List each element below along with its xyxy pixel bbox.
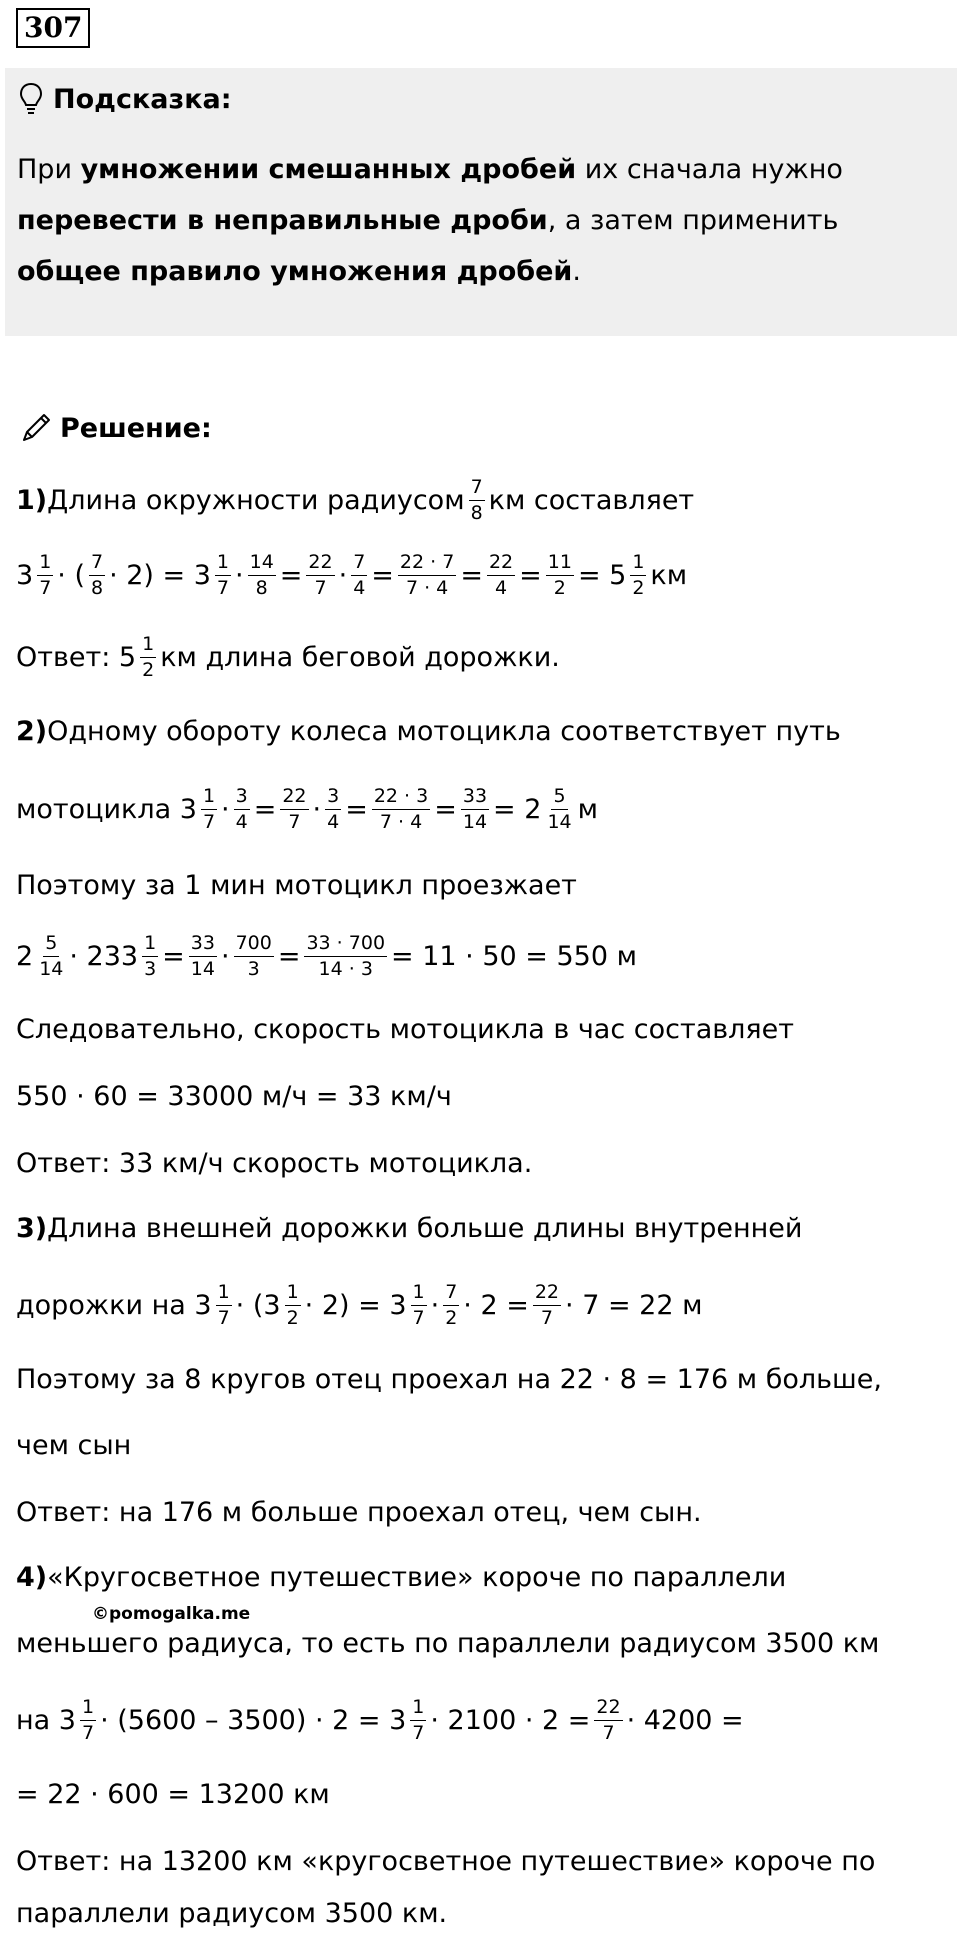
hint-title (19, 82, 232, 116)
pencil-icon (18, 410, 54, 446)
p4-line2: меньшего радиуса, то есть по параллели радиусом 3500 км (16, 1628, 880, 1659)
p4-equation: на 3 $\frac{1}{7}$ · (5600 – 3500) · 2 = 3 $\frac{1}{7}$ · 2100 · 2 = $\frac{22}{7}$ · 4200 = (16, 1696, 744, 1744)
solution-title (18, 410, 212, 446)
p3-line4: чем сын (16, 1430, 132, 1461)
p1-answer: Ответ: 5 $\frac{1}{2}$ км длина беговой дорожки. (16, 633, 560, 681)
p2-line6: 550 · 60 = 33000 м/ч = 33 км/ч (16, 1081, 452, 1112)
p2-answer: Ответ: 33 км/ч скорость мотоцикла. (16, 1148, 533, 1179)
hint-text: При умножении смешанных дробей их сначала нужно перевести в неправильные дроби, а затем применить общее правило умножения дробей. (17, 154, 843, 287)
p2-line1: 2) Одному обороту колеса мотоцикла соответствует путь (16, 716, 841, 747)
watermark: ©pomogalka.me (92, 1604, 251, 1624)
p3-equation: дорожки на 3 $\frac{1}{7}$ · (3 $\frac{1}{2}$ · 2) = 3 $\frac{1}{7}$ · $\frac{7}{2}$ · 2 = $\frac{22}{7}$ · 7 = 22 м (16, 1281, 703, 1329)
p4-answer1: Ответ: на 13200 км «кругосветное путешествие» короче по (16, 1846, 876, 1877)
p3-line3: Поэтому за 8 кругов отец проехал на 22 · 8 = 176 м больше, (16, 1364, 882, 1395)
solution-title-text: Решение: (60, 412, 212, 444)
hint-title-text: Подсказка: (53, 83, 232, 115)
p3-line1: 3) Длина внешней дорожки больше длины внутренней (16, 1213, 803, 1244)
lightbulb-icon (19, 82, 43, 116)
task-number: 307 (16, 8, 90, 48)
fraction: $\frac{7}{8}$ (470, 476, 483, 524)
p4-line1: 4) «Кругосветное путешествие» короче по параллели (16, 1562, 787, 1593)
p2-line3: Поэтому за 1 мин мотоцикл проезжает (16, 870, 577, 901)
p4-answer2: параллели радиусом 3500 км. (16, 1898, 448, 1929)
p1-line1: 1) Длина окружности радиусом $\frac{7}{8}$ км составляет (16, 476, 695, 524)
p2-line5: Следовательно, скорость мотоцикла в час составляет (16, 1014, 795, 1045)
p2-equation: мотоцикла 3 $\frac{1}{7}$ · $\frac{3}{4}$ = $\frac{22}{7}$ · $\frac{3}{4}$ = $\frac{22 \cdot 3}{7 \cdot 4}$ = $\frac{33}{14}$ = 2 $\frac{5}{14}$ м (16, 785, 598, 833)
p3-answer: Ответ: на 176 м больше проехал отец, чем сын. (16, 1497, 702, 1528)
p2-equation2: 2 $\frac{5}{14}$ · 233 $\frac{1}{3}$ = $\frac{33}{14}$ · $\frac{700}{3}$ = $\frac{33 \cdot 700}{14 \cdot 3}$ = 11 · 50 = 550 м (16, 932, 637, 980)
hint-box (5, 68, 957, 336)
p4-line4: = 22 · 600 = 13200 км (16, 1779, 330, 1810)
p1-equation: 3 $\frac{1}{7}$ · ( $\frac{7}{8}$ · 2) = 3 $\frac{1}{7}$ · $\frac{14}{8}$ = $\frac{22}{7}$ · $\frac{7}{4}$ = $\frac{22 \cdot 7}{7 \cdot 4}$ = $\frac{22}{4}$ = $\frac{11}{2}$ = 5 $\frac{1}{2}$ км (16, 551, 688, 599)
